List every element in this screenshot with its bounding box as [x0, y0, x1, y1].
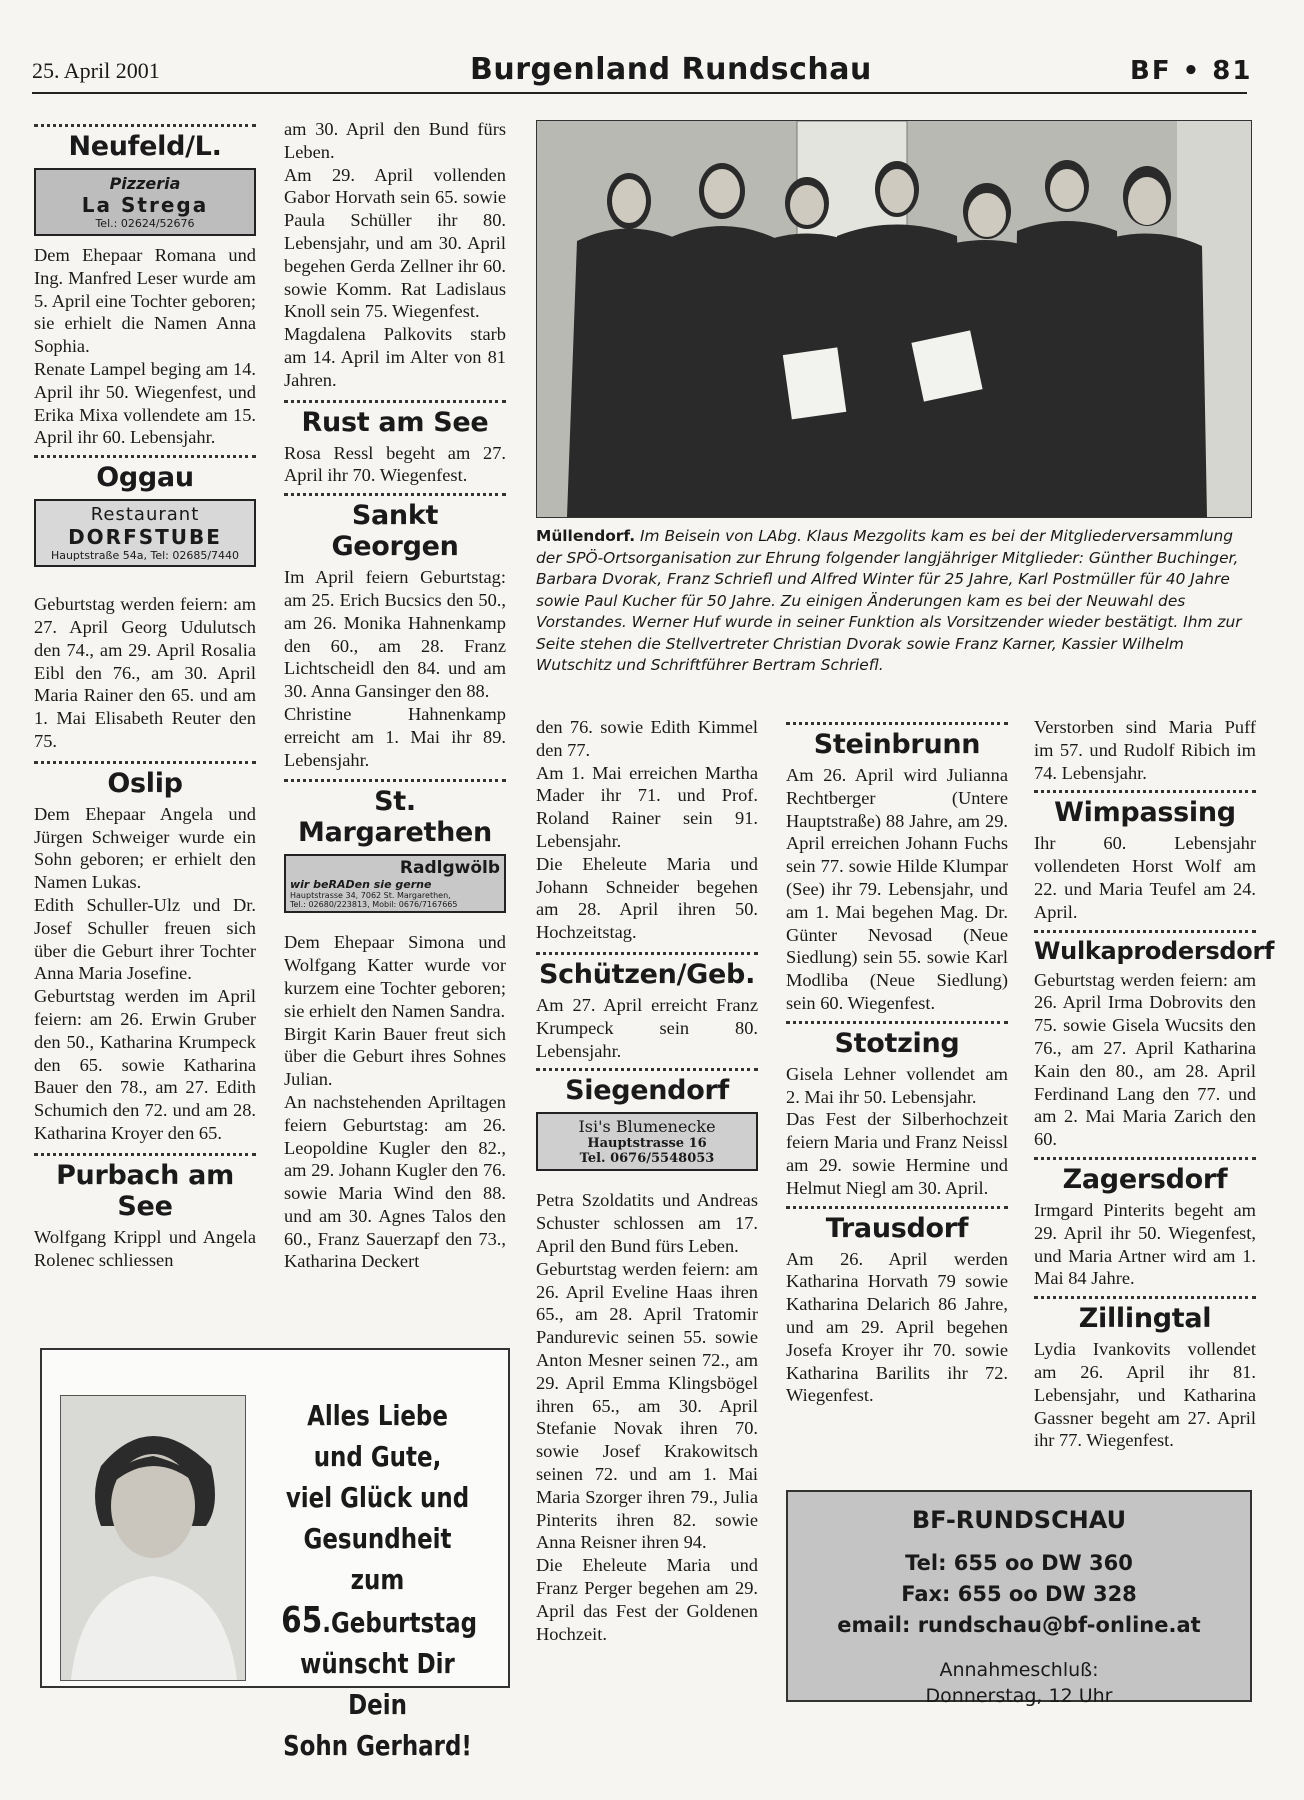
ad-line: Pizzeria: [109, 174, 181, 193]
article-text: Geburtstag werden feiern: am 27. April Georg Udulutsch den 74., am 29. April Rosalia Eibl den 76., am 30. April Maria Rainer den 65. und am 1. Mai Elisabeth Reuter den 75.: [34, 594, 256, 751]
ad-line: La Strega: [81, 193, 209, 217]
header-rule: [32, 92, 1247, 94]
place-heading-zagersdorf: Zagersdorf: [1062, 1163, 1228, 1195]
place-heading-rust: Rust am See: [301, 406, 489, 438]
newspaper-title: Burgenland Rundschau: [470, 52, 872, 87]
article-text: Am 26. April wird Julianna Rechtberger (Untere Hauptstraße) 88 Jahre, am 29. April erreichen Johann Fuchs sein 77. sowie Hilde Klumpar (See) ihr 79. Lebensjahr, und am 1. Mai begehen Mag. Dr. Günter Nevosad (Neue Siedlung) sein 55. sowie Karl Modliba (Neue Siedlung) sein 60. Wiegenfest.: [786, 765, 1008, 1013]
place-heading-oslip: Oslip: [107, 767, 183, 799]
ad-line: Isi's Blumenecke: [578, 1117, 716, 1137]
article-text: Irmgard Pinterits begeht am 29. April ihr 50. Wiegenfest, und Maria Artner wird am 1. Mai 84 Jahre.: [1034, 1199, 1256, 1289]
place-heading-schuetzen: Schützen/Geb.: [538, 958, 756, 990]
place-heading-stotzing: Stotzing: [834, 1027, 960, 1059]
greeting-line: und Gute,: [313, 1440, 442, 1473]
article-text: Rosa Ressl begeht am 27. April ihr 70. Wiegenfest.: [284, 442, 506, 486]
caption-text: Im Beisein von LAbg. Klaus Mezgolits kam es bei der Mitgliederversammlung der SPÖ-Ortsorganisation zur Ehrung folgender langjähriger Mitglieder: Günther Buchinger, Barbara Dvorak, Franz Schriefl und Alfred Winter für 25 Jahre, Karl Postmüller für 40 Jahre sowie Paul Kucher für 50 Jahre. Zu einigen Änderungen kam es bei der Neuwahl des Vorstandes. Werner Huf wurde in seiner Funktion als Vorsitzender wieder bestätigt. Ihm zur Seite stehen die Stellvertreter Christian Dvorak sowie Franz Karner, Kassier Wilhelm Wutschitz und Schriftführer Bertram Schriefl.: [536, 527, 1242, 674]
article-text: Petra Szoldatits und Andreas Schuster schlossen am 17. April den Bund fürs Leben.: [536, 1190, 758, 1256]
caption-place: Müllendorf.: [536, 527, 636, 545]
section-divider: [284, 400, 506, 403]
ad-line: Hauptstrasse 34, 7062 St. Margarethen,: [290, 891, 451, 901]
article-text: Wolfgang Krippl und Angela Rolenec schliessen: [34, 1226, 256, 1270]
ad-isis-blumenecke: [536, 1112, 758, 1171]
place-heading-steinbrunn: Steinbrunn: [813, 729, 981, 760]
greeting-line: viel Glück und: [285, 1481, 470, 1514]
article-text: Am 1. Mai erreichen Martha Mader ihr 71. und Prof. Roland Rainer sein 91. Lebensjahr.: [536, 762, 758, 851]
group-photo-illustration: [537, 121, 1251, 517]
section-divider: [34, 761, 256, 764]
ad-line: Radlgwölb: [399, 858, 500, 879]
place-heading-oggau: Oggau: [96, 462, 194, 494]
ad-line: Restaurant: [90, 504, 200, 526]
ad-line: wir beRADen sie gerne: [290, 878, 432, 892]
birthday-greeting-text: [281, 1395, 478, 1766]
section-divider: [1034, 1296, 1256, 1299]
article-text: Verstorben sind Maria Puff im 57. und Rudolf Ribich im 74. Lebensjahr.: [1034, 717, 1256, 783]
contact-email: email: rundschau@bf-online.at: [837, 1613, 1201, 1637]
article-text: Geburtstag werden im April feiern: am 26. Erwin Gruber den 50., Katharina Krumpeck den 65. sowie Katharina Bauer den 78., am 27. Edith Schumich den 72. und am 28. Katharina Kroyer den 65.: [34, 986, 256, 1143]
section-divider: [536, 1068, 758, 1071]
article-text: Am 26. April werden Katharina Horvath 79 sowie Katharina Delarich 86 Jahre, und am 29. April begehen Josefa Kroyer ihr 70. sowie Katharina Barilits ihr 72. Wiegenfest.: [786, 1248, 1008, 1406]
ad-restaurant-dorfstube: [34, 499, 256, 567]
article-text: Am 29. April vollenden Gabor Horvath sein 65. sowie Paula Schüller ihr 80. Lebensjahr, und am 30. April begehen Gerda Zellner ihr 60. sowie Komm. Rat Ladislaus Knoll sein 75. Wiegenfest.: [284, 164, 506, 322]
section-divider: [786, 1206, 1008, 1209]
article-text: Edith Schuller-Ulz und Dr. Josef Schuller freuen sich über die Geburt ihrer Tochter Anna Maria Josefine.: [34, 894, 256, 984]
column-5: [1034, 716, 1275, 1452]
greeting-age: 65: [281, 1600, 323, 1641]
article-text: Renate Lampel beging am 14. April ihr 50. Wiegenfest, und Erika Mixa vollendete am 15. April ihr 60. Lebensjahr.: [34, 358, 256, 448]
section-divider: [1034, 930, 1256, 933]
section-divider: [1034, 1157, 1256, 1160]
article-text: Geburtstag werden feiern: am 26. April Eveline Haas ihren 65., am 28. April Tratomir Pandurevic seinen 55. sowie Anton Mesner seinen 72., am 29. April Emma Klingsbögel ihren 65., am 30. April Stefanie Novak ihren 70. sowie Josef Krakowitsch seinen 72. und am 1. Mai Maria Szorger ihren 79., Julia Pinterits ihren 82. sowie Anna Reisner ihren 94.: [536, 1258, 758, 1553]
article-text: Die Eheleute Maria und Johann Schneider begehen am 28. April ihren 50. Hochzeitstag.: [536, 853, 758, 943]
place-heading-zillingtal: Zillingtal: [1078, 1303, 1212, 1335]
article-text: Im April feiern Geburtstag: am 25. Erich Bucsics den 50., am 26. Monika Hahnenkamp den 60., am 28. Franz Lichtscheidl den 84. und am 30. Anna Gansinger den 88.: [284, 567, 506, 702]
contact-phone: Tel: 655 oo DW 360: [905, 1551, 1133, 1575]
greeting-line: Alles Liebe: [307, 1399, 448, 1432]
greeting-line: wünscht Dir Dein: [300, 1647, 455, 1721]
section-divider: [34, 124, 256, 127]
ad-pizzeria-la-strega: [34, 168, 256, 236]
article-text: Birgit Karin Bauer freut sich über die Geburt ihres Sohnes Julian.: [284, 1023, 506, 1090]
greeting-line: Sohn Gerhard!: [283, 1729, 472, 1762]
place-heading-trausdorf: Trausdorf: [825, 1212, 969, 1244]
ad-line: Hauptstrasse 16: [587, 1136, 707, 1152]
section-divider: [786, 722, 1008, 725]
deadline-value: Donnerstag, 12 Uhr: [925, 1685, 1113, 1707]
article-text: Gisela Lehner vollendet am 2. Mai ihr 50. Lebensjahr.: [786, 1063, 1008, 1107]
place-heading-wulkaprodersdorf: Wulkaprodersdorf: [1034, 936, 1275, 965]
column-1: [34, 124, 256, 1271]
ad-line: DORFSTUBE: [68, 525, 222, 550]
place-heading-wimpassing: Wimpassing: [1054, 797, 1236, 829]
ad-line: Tel.: 02680/223813, Mobil: 0676/7167665: [290, 900, 458, 910]
article-text: Magdalena Palkovits starb am 14. April im Alter von 81 Jahren.: [284, 324, 506, 390]
greeting-occasion: .Geburtstag: [322, 1606, 478, 1639]
article-text: Lydia Ivankovits vollendet am 26. April ihr 81. Lebensjahr, und Katharina Gassner begeht am 27. April ihr 77. Wiegenfest.: [1034, 1339, 1256, 1451]
place-heading-sankt-georgen: Sankt Georgen: [331, 500, 459, 563]
article-text: Ihr 60. Lebensjahr vollendeten Horst Wolf am 22. und Maria Teufel am 24. April.: [1034, 833, 1256, 922]
article-text: den 76. sowie Edith Kimmel den 77.: [536, 717, 758, 760]
article-text: Geburtstag werden feiern: am 26. April Irma Dobrovits den 75. sowie Gisela Wucsits den 76., am 27. April Katharina Kain den 80., am 28. April Ferdinand Lang den 77. und am 2. Mai Maria Zarich den 60.: [1034, 969, 1256, 1150]
greeting-line: Gesundheit zum: [303, 1522, 452, 1596]
section-divider: [284, 779, 506, 782]
contact-title: BF-RUNDSCHAU: [911, 1506, 1127, 1534]
deadline-label: Annahmeschluß:: [939, 1659, 1099, 1681]
contact-box: [786, 1490, 1252, 1707]
place-heading-purbach: Purbach am See: [56, 1159, 234, 1222]
ad-radlgwoelb: [284, 854, 506, 913]
article-text: Dem Ehepaar Simona und Wolfgang Katter wurde vor kurzem eine Tochter geboren; sie erhielt den Namen Sandra.: [284, 932, 506, 1021]
place-heading-st-margarethen: St. Margarethen: [298, 786, 492, 849]
ad-line: Hauptstraße 54a, Tel: 02685/7440: [50, 549, 240, 563]
ad-line: Tel.: 02624/52676: [95, 217, 195, 230]
article-text: Christine Hahnenkamp erreicht am 1. Mai ihr 89. Lebensjahr.: [284, 703, 506, 770]
portrait-illustration: [61, 1396, 245, 1680]
place-heading-siegendorf: Siegendorf: [565, 1075, 729, 1107]
section-divider: [34, 1153, 256, 1156]
column-4: [786, 722, 1008, 1407]
contact-fax: Fax: 655 oo DW 328: [901, 1582, 1137, 1606]
section-divider: [786, 1021, 1008, 1024]
ad-line: Tel. 0676/5548053: [579, 1151, 715, 1167]
article-text: Dem Ehepaar Angela und Jürgen Schweiger wurde ein Sohn geboren; er erhielt den Namen Lukas.: [34, 803, 256, 893]
column-2: [284, 118, 506, 1273]
column-3: [536, 716, 758, 1645]
issue-date: 25. April 2001: [32, 58, 160, 83]
article-text: Das Fest der Silberhochzeit feiern Maria und Franz Neissl am 29. sowie Hermine und Helmut Niegl am 30. April.: [786, 1109, 1008, 1198]
portrait-photo: [60, 1395, 246, 1681]
photo-caption: [536, 526, 1250, 677]
article-text: Dem Ehepaar Romana und Ing. Manfred Leser wurde am 5. April eine Tochter geboren; sie erhielt die Namen Anna Sophia.: [34, 245, 256, 357]
section-divider: [284, 493, 506, 496]
greeting-line: [281, 1600, 478, 1643]
article-text: am 30. April den Bund fürs Leben.: [284, 119, 506, 162]
section-divider: [34, 455, 256, 458]
article-text: Am 27. April erreicht Franz Krumpeck sein 80. Lebensjahr.: [536, 994, 758, 1061]
article-text: An nachstehenden Apriltagen feiern Geburtstag: am 26. Leopoldine Kugler den 82., am 29. Johann Kugler den 76. sowie Maria Wind den 88. und am 30. Agnes Talos den 60., Franz Sauerzapf den 73., Katharina Deckert: [284, 1091, 506, 1272]
page-number: BF • 81: [1130, 56, 1253, 86]
section-divider: [1034, 790, 1256, 793]
section-divider: [536, 952, 758, 955]
group-photo: [536, 120, 1252, 518]
place-heading-neufeld: Neufeld/L.: [68, 131, 222, 162]
article-text: Die Eheleute Maria und Franz Perger begehen am 29. April das Fest der Goldenen Hochzeit.: [536, 1555, 758, 1644]
